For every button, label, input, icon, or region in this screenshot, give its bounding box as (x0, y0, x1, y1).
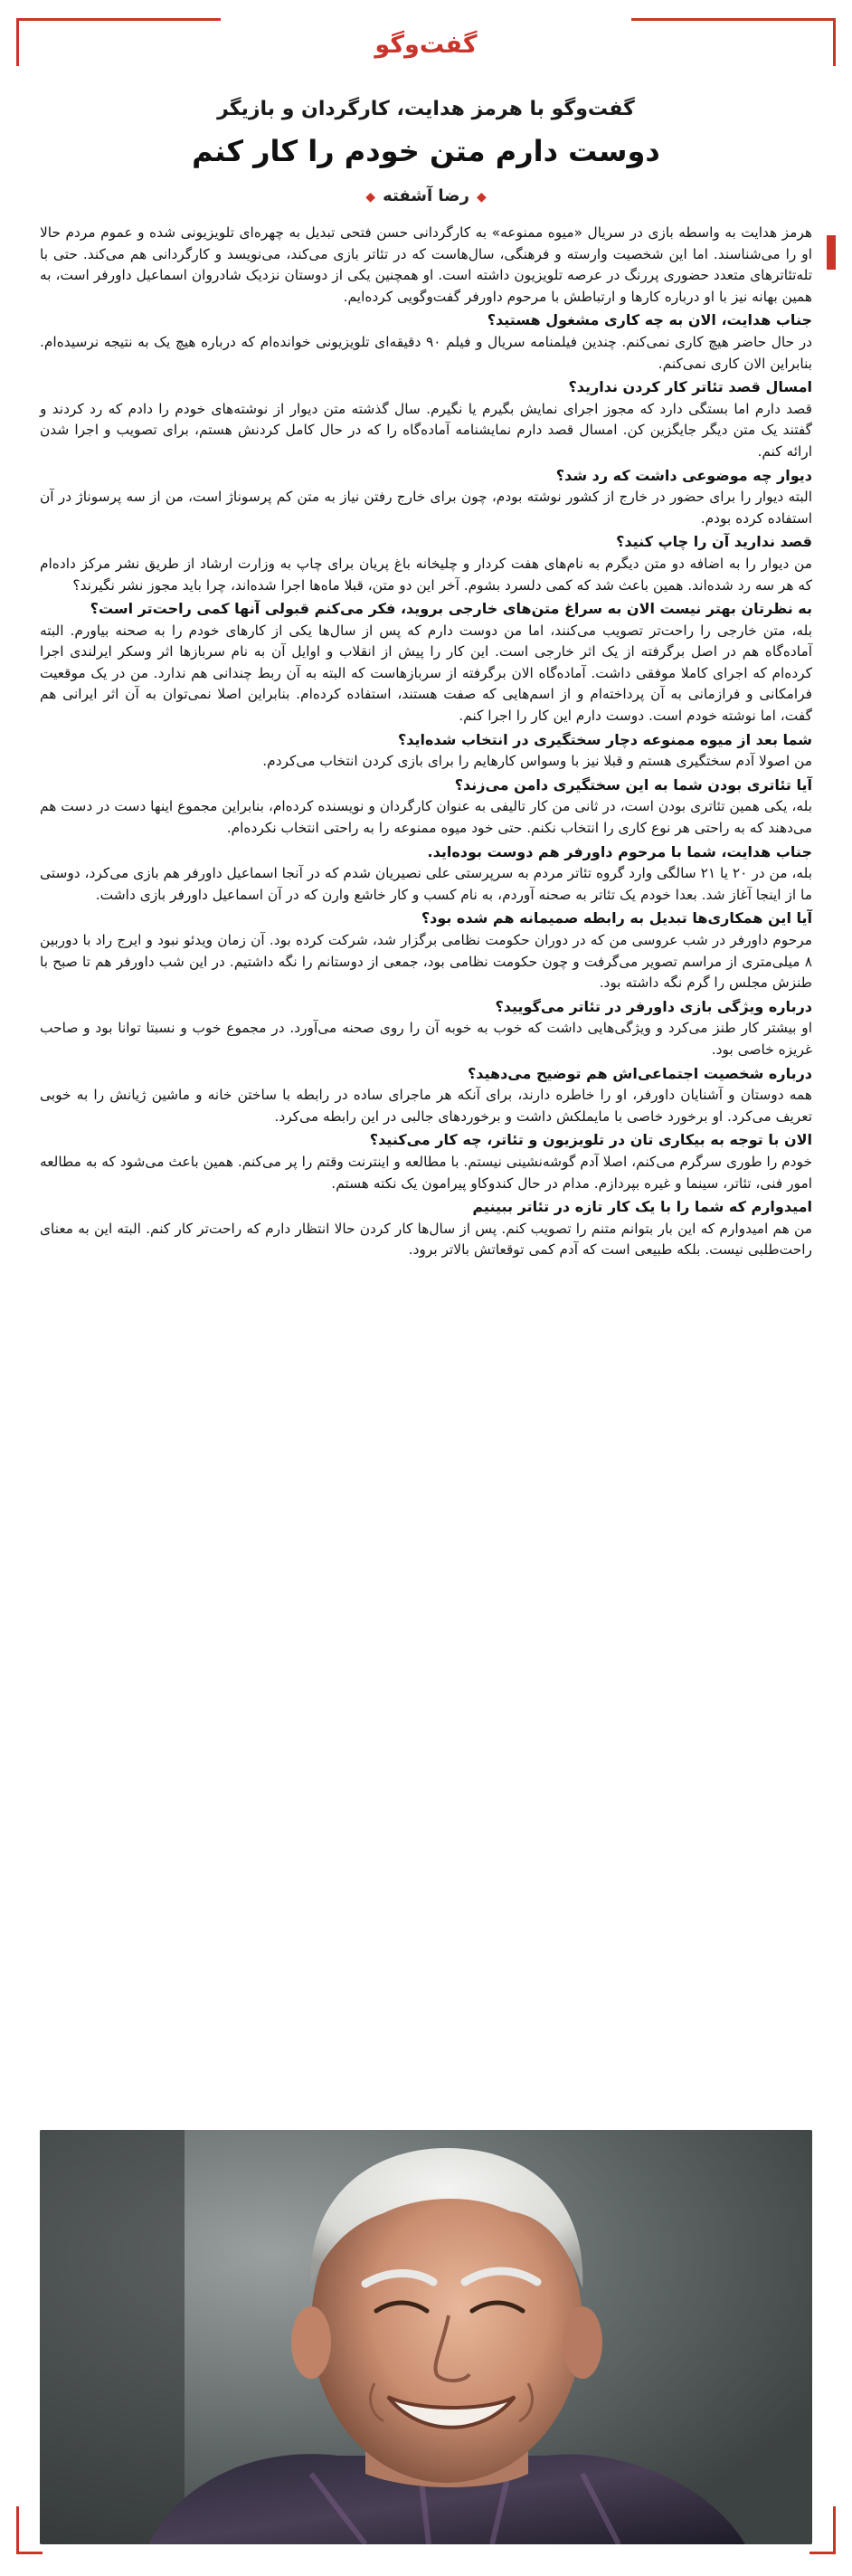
interview-answer: بله، یکی همین تئاتری بودن است، در ثانی من کار تالیفی به عنوان کارگردان و نویسنده کرده‌ام، بنابراین مجموع اینها دست در دست هم می‌دهند که به راحتی هر نوع کاری را انتخاب نکنم. حتی خود میوه ممنوعه را به راحتی انتخاب نکرده‌ام. (40, 798, 812, 837)
top-border-left (40, 18, 221, 21)
section-label: گفت‌وگو (374, 31, 478, 59)
interview-answer: در حال حاضر هیچ کاری نمی‌کنم. چندین فیلمنامه سریال و فیلم ۹۰ دقیقه‌ای تلویزیونی خوانده‌ام که درباره هیچ یک به نتیجه نرسیده‌ام. بنابراین الان کاری نمی‌کنم. (40, 333, 812, 372)
interview-question: آیا این همکاری‌ها تبدیل به رابطه صمیمانه هم شده بود؟ (421, 909, 812, 927)
interview-answer: بله، متن خارجی را راحت‌تر تصویب می‌کنند، اما من دوست دارم که پس از سال‌ها یکی از کارهای خودم را به صحنه بیاورم. البته آماده‌گاه هم در اصل برگرفته از یک اثر خارجی است. این کار را پیش از انقلاب و اوایل آن به نام سربازها اثر وسکر ایرلندی اجرا کرده‌ام که اجرای کاملا موفقی داشت. آماده‌گاه الان برگرفته از سربازهاست که البته به آن ربط چندانی هم ندارد. من در یک موقعیت فرامکانی و فرازمانی به آن پرداخته‌ام و از اسم‌هایی که صفت هستند، استفاده کرده‌ام. بنابراین اصلا نمی‌توان به آن اثر ایرانی هم گفت، اما نوشته خودم است. دوست دارم این کار را اجرا کنم. (40, 622, 812, 725)
top-border-right (631, 18, 812, 21)
interview-question: جناب هدایت، الان به چه کاری مشغول هستید؟ (487, 311, 812, 329)
interview-answer: مرحوم داورفر در شب عروسی من که در دوران حکومت نظامی برگزار شد، شرکت کرده بود. آن زمان ویدئو نبود و ایرج راد با دوربین ۸ میلی‌متری از مراسم تصویر می‌گرفت و چون حکومت نظامی بود، جمعی از دوستانم را نگه داشتیم. در این شب داورفر هم تا صبح با طنزش مجلس را گرم نگه داشته بود. (40, 932, 812, 992)
byline-bullet-icon: ◆ (476, 190, 487, 204)
interview-answer: قصد دارم اما بستگی دارد که مجوز اجرای نمایش بگیرم یا نگیرم. سال گذشته متن دیوار از نوشته‌های خودم را دادم که رد کردند و گفتند یک متن دیگر جایگزین کن. امسال قصد دارم نمایشنامه آماده‌گاه را که در حال کامل کردنش هستم، برای تصویب و اجرا شدن ارائه کنم. (40, 400, 812, 460)
interview-question: درباره ویژگی بازی داورفر در تئاتر می‌گویید؟ (495, 997, 812, 1015)
portrait-illustration (40, 2130, 812, 2544)
byline (0, 186, 852, 205)
intro-paragraph: هرمز هدایت به واسطه بازی در سریال «میوه ممنوعه» به کارگردانی حسن فتحی تبدیل به چهره‌ای تلویزیونی شده و عموم مردم حالا او را می‌شناسند. اما این شخصیت وارسته و فرهنگی، سال‌هاست که در تئاتر بازی می‌کند، می‌نویسد و کارگردانی هم می‌کند. حتی با تله‌تئاترهای متعدد حضوری پررنگ در عرصه تلویزیون داشته است. او همچنین یکی از دوستان نزدیک شادروان اسماعیل داورفر است، به همین بهانه نیز با او درباره کارها و ارتباطش با مرحوم داورفر گفت‌وگویی کرده‌ایم. (40, 224, 812, 305)
interview-question: امیدوارم که شما را با یک کار تازه در تئاتر ببینیم (472, 1198, 812, 1216)
article-headline: دوست دارم متن خودم را کار کنم (192, 134, 660, 168)
interview-question: دیوار چه موضوعی داشت که رد شد؟ (555, 466, 812, 484)
interview-question: شما بعد از میوه ممنوعه دچار سختگیری در انتخاب شده‌اید؟ (397, 730, 812, 748)
interview-question: امسال قصد تئاتر کار کردن ندارید؟ (568, 378, 812, 396)
interview-answer: من دیوار را به اضافه دو متن دیگرم به نام‌های هفت کردار و چلیخانه باغ پریان برای چاپ به وزارت ارشاد از طریق نشر مرکز داده‌ام که هر سه رد شده‌اند. همین باعث شد که کمی دلسرد بشوم. آخر این دو متن، قبلا ماه‌ها اجرا شده‌اند، چرا باید مجوز نشر نگیرند؟ (40, 555, 812, 594)
interview-answer: من هم امیدوارم که این بار بتوانم متنم را تصویب کنم. پس از سال‌ها کار کردن حالا انتظار دارم که راحت‌تر کار کنم. البته این به معنای راحت‌طلبی نیست. بلکه طبیعی است که آدم کمی توقعاتش بالاتر برود. (40, 1220, 812, 1259)
interview-question: درباره شخصیت اجتماعی‌اش هم توضیح می‌دهید؟ (467, 1064, 812, 1082)
article-body (40, 223, 812, 1263)
interview-answer: البته دیوار را برای حضور در خارج از کشور نوشته بودم، چون برای خارج رفتن نیاز به متن کم پرسوناژ است، من از سه پرسوناژ در آن استفاده کرده بودم. (40, 489, 812, 527)
byline-bullet-icon: ◆ (365, 190, 376, 204)
interview-question: آیا تئاتری بودن شما به این سختگیری دامن می‌زند؟ (454, 775, 812, 794)
lead-marker (827, 235, 836, 270)
interview-question: قصد ندارید آن را چاپ کنید؟ (616, 533, 812, 551)
interview-question: الان با توجه به بیکاری تان در تلویزیون و تئاتر، چه کار می‌کنید؟ (369, 1131, 812, 1149)
interview-question: به نظرتان بهتر نیست الان به سراغ متن‌های خارجی بروید، فکر می‌کنم قبولی آنها کمی راحت‌تر است؟ (90, 600, 812, 618)
author-name: رضا آشفته (383, 186, 469, 205)
interview-answer: بله، من در ۲۰ یا ۲۱ سالگی وارد گروه تئاتر مردم به سرپرستی علی نصیریان شدم که در آنجا اسماعیل داورفر هم بازی می‌کرد، دوستی ما از اینجا آغاز شد. بعدا خودم یک تئاتر به صحنه آوردم، به نام کسب و کار خاشع وارن که در آن اسماعیل داورفر بازی داشت. (40, 865, 812, 903)
corner-bracket-bottom-left (16, 2506, 43, 2554)
interview-answer: همه دوستان و آشنایان داورفر، او را خاطره دارند، برای آنکه هر ماجرای ساده در رابطه با ساختن خانه و ماشین ژیانش را به خوبی تعریف می‌کرد. او برخورد خاصی با مایملکش داشت و برخوردهای جالبی در این رابطه می‌کرد. (40, 1087, 812, 1125)
corner-bracket-bottom-right (809, 2506, 836, 2554)
interview-answer: من اصولا آدم سختگیری هستم و قبلا نیز با وسواس کارهایم را برای بازی کردن انتخاب می‌کردم. (262, 753, 812, 770)
interview-question: جناب هدایت، شما با مرحوم داورفر هم دوست بوده‌اید. (427, 842, 812, 860)
portrait-photo (40, 2130, 812, 2544)
interview-answer: او بیشتر کار طنز می‌کرد و ویژگی‌هایی داشت که خوب به خوبه آن را روی صحنه می‌آورد. در مجموع خوب و نسبتا توانا بود و صاحب غریزه خاصی بود. (40, 1020, 812, 1058)
interview-answer: خودم را طوری سرگرم می‌کنم، اصلا آدم گوشه‌نشینی نیستم. با مطالعه و اینترنت وقتم را پر می‌کنم. همین باعث می‌شود که به مطالعه امور فنی، تئاتر، سینما و غیره بپردازم. مدام در حال کندوکاو پیرامون یک نکته هستم. (40, 1153, 812, 1192)
article-subtitle: گفت‌وگو با هرمز هدایت، کارگردان و بازیگر (217, 98, 635, 120)
